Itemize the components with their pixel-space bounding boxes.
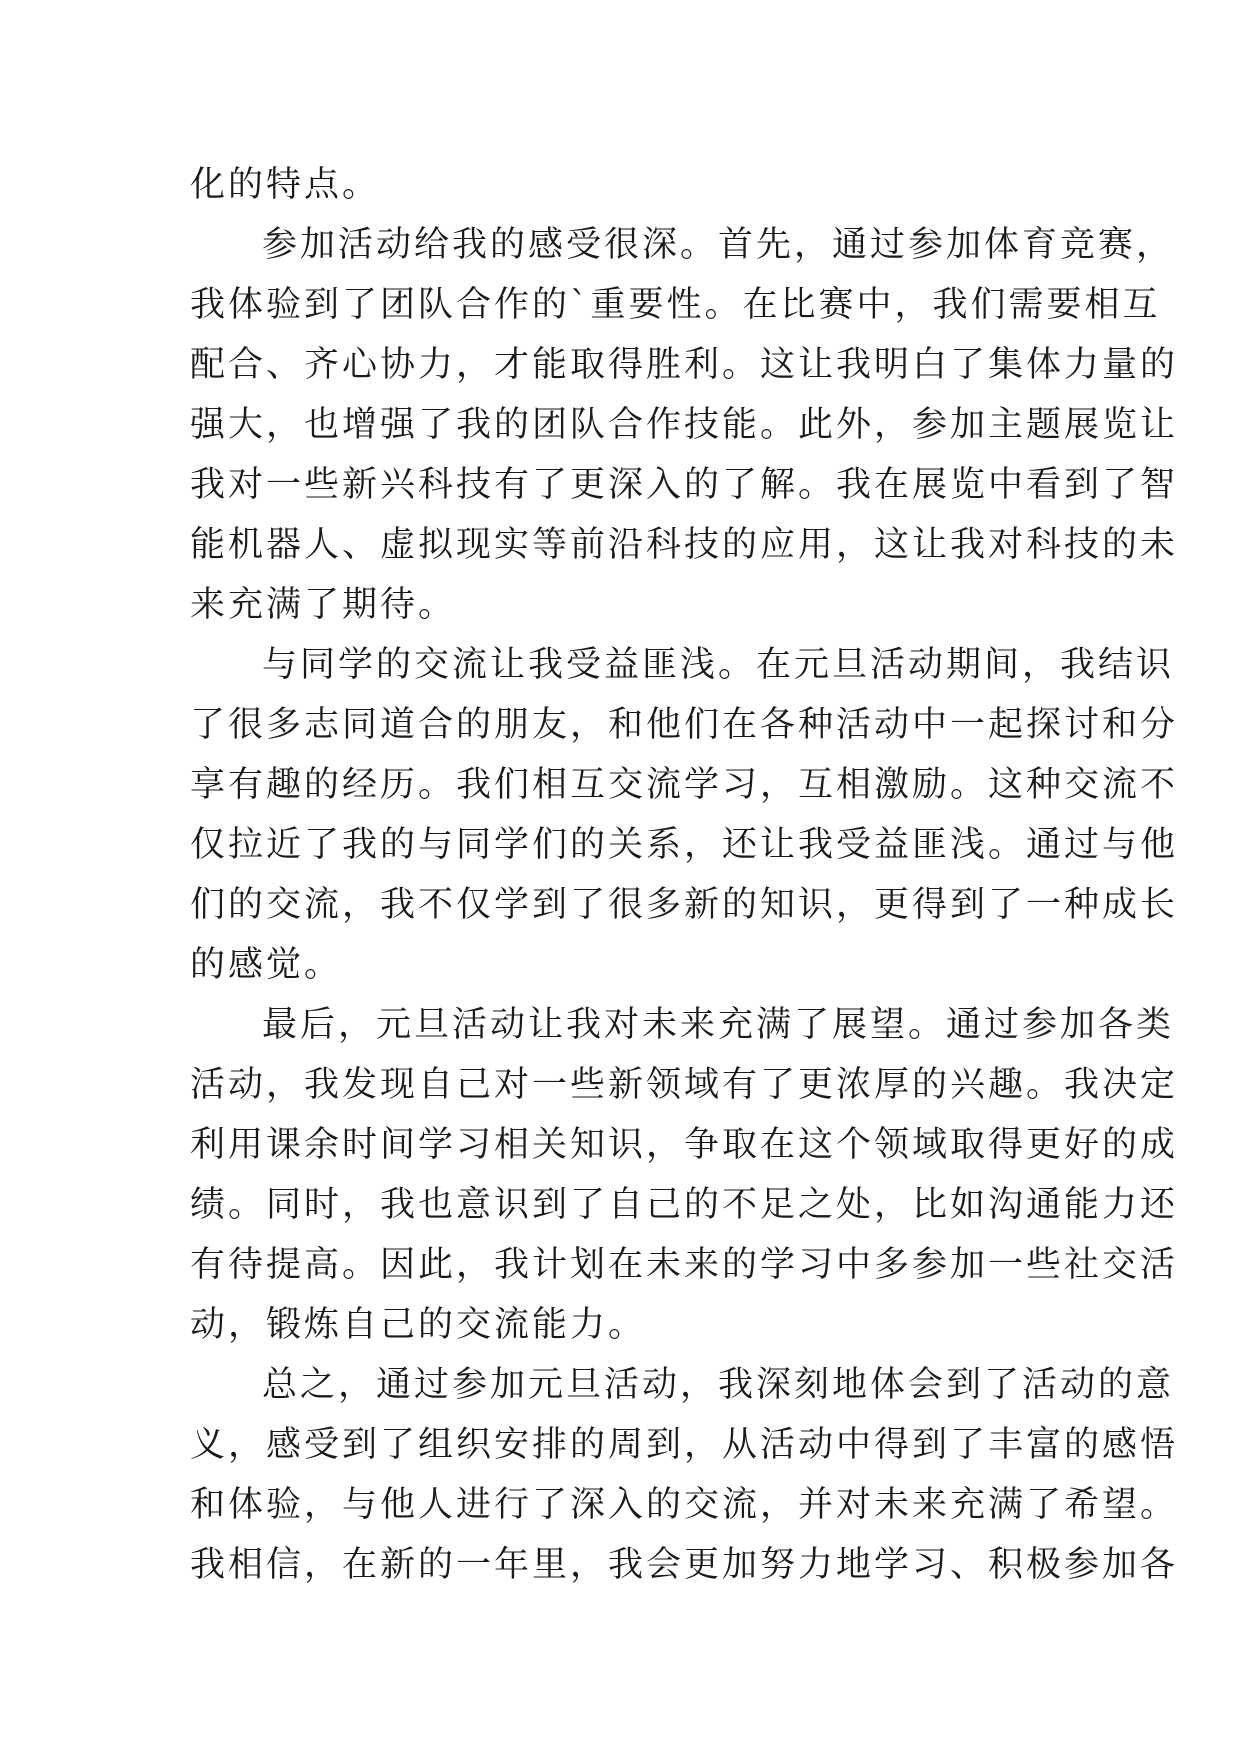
- text-line: 化的特点。: [190, 165, 381, 205]
- text-line: 义，感受到了组织安排的周到，从活动中得到了丰富的感悟: [190, 1425, 1179, 1465]
- text-line: 我相信，在新的一年里，我会更加努力地学习、积极参加各: [190, 1545, 1179, 1585]
- text-line: 仅拉近了我的与同学们的关系，还让我受益匪浅。通过与他: [190, 825, 1179, 865]
- text-line: 和体验，与他人进行了深入的交流，并对未来充满了希望。: [190, 1485, 1179, 1525]
- text-line: 来充满了期待。: [190, 585, 457, 625]
- paragraph-first-line: 参加活动给我的感受很深。首先，通过参加体育竞赛，: [262, 225, 1175, 265]
- text-line: 绩。同时，我也意识到了自己的不足之处，比如沟通能力还: [190, 1185, 1179, 1225]
- text-line: 享有趣的经历。我们相互交流学习，互相激励。这种交流不: [190, 765, 1179, 805]
- text-line: 有待提高。因此，我计划在未来的学习中多参加一些社交活: [190, 1245, 1179, 1285]
- text-line: 强大，也增强了我的团队合作技能。此外，参加主题展览让: [190, 405, 1179, 445]
- text-line: 了很多志同道合的朋友，和他们在各种活动中一起探讨和分: [190, 705, 1179, 745]
- text-line: 动，锻炼自己的交流能力。: [190, 1305, 647, 1345]
- paragraph-first-line: 与同学的交流让我受益匪浅。在元旦活动期间，我结识: [262, 645, 1175, 685]
- text-line: 能机器人、虚拟现实等前沿科技的应用，这让我对科技的未: [190, 525, 1179, 565]
- text-line: 我体验到了团队合作的`重要性。在比赛中，我们需要相互: [190, 285, 1161, 325]
- paragraph-first-line: 总之，通过参加元旦活动，我深刻地体会到了活动的意: [262, 1365, 1175, 1405]
- paragraph-first-line: 最后，元旦活动让我对未来充满了展望。通过参加各类: [262, 1005, 1175, 1045]
- text-line: 的感觉。: [190, 945, 343, 985]
- text-line: 我对一些新兴科技有了更深入的了解。我在展览中看到了智: [190, 465, 1179, 505]
- text-line: 们的交流，我不仅学到了很多新的知识，更得到了一种成长: [190, 885, 1179, 925]
- text-line: 配合、齐心协力，才能取得胜利。这让我明白了集体力量的: [190, 345, 1179, 385]
- text-line: 利用课余时间学习相关知识，争取在这个领域取得更好的成: [190, 1125, 1179, 1165]
- document-body: [190, 155, 1179, 1595]
- text-line: 活动，我发现自己对一些新领域有了更浓厚的兴趣。我决定: [190, 1065, 1179, 1105]
